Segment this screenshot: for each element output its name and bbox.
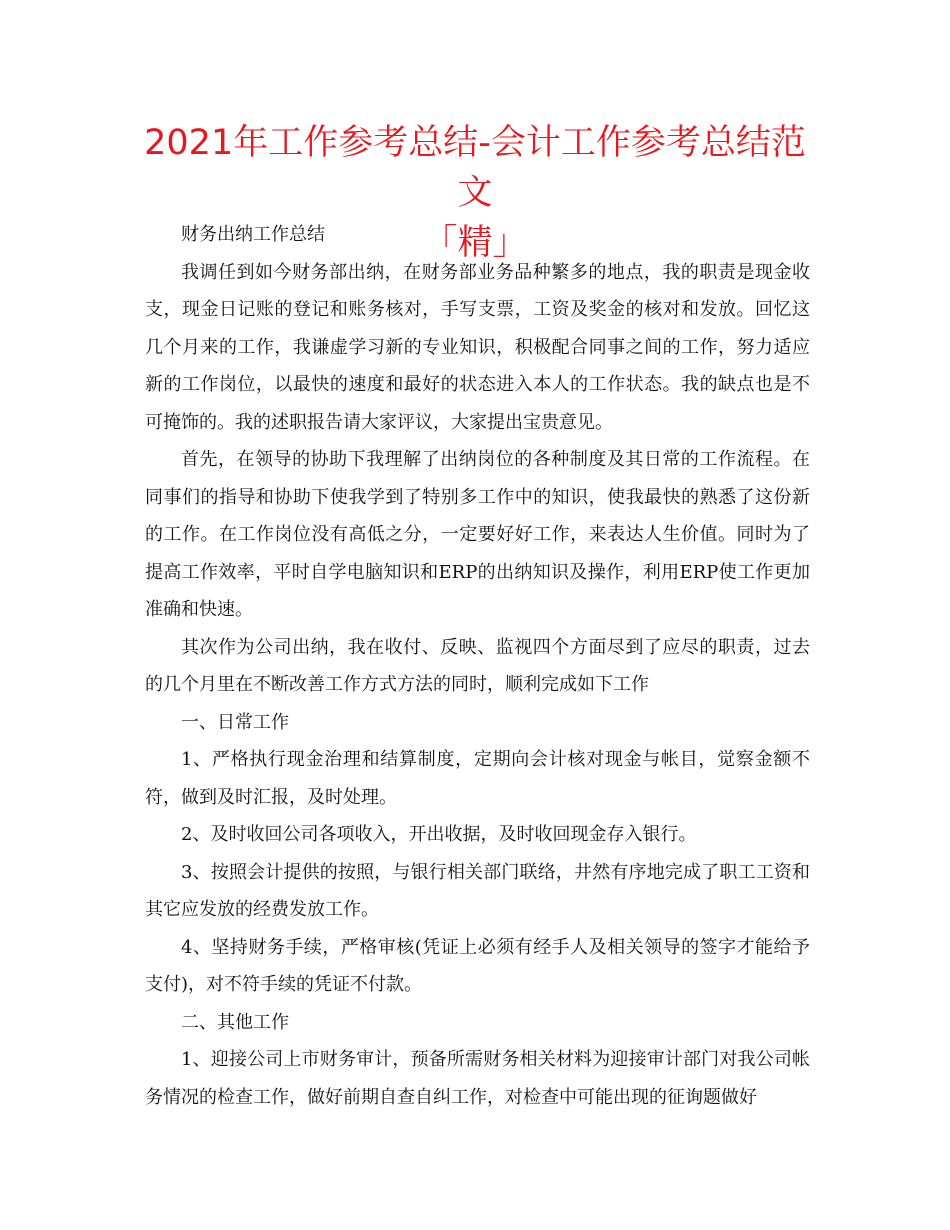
document-title-line-1: 2021年工作参考总结-会计工作参考总结范文 (144, 123, 806, 213)
section-heading: 财务出纳工作总结 (181, 224, 325, 245)
list-item: 1、严格执行现金治理和结算制度，定期向会计核对现金与帐目，觉察金额不符，做到及时汇报，及时处理。 (145, 749, 810, 808)
document-body (145, 216, 810, 1116)
paragraph: 其次作为公司出纳，我在收付、反映、监视四个方面尽到了应尽的职责，过去的几个月里在不断改善工作方式方法的同时，顺利完成如下工作 (145, 636, 810, 695)
paragraph: 我调任到如今财务部出纳，在财务部业务品种繁多的地点，我的职责是现金收支，现金日记账的登记和账务核对，手写支票，工资及奖金的核对和发放。回忆这几个月来的工作，我谦虚学习新的专业知识，积极配合同事之间的工作，努力适应新的工作岗位，以最快的速度和最好的状态进入本人的工作状态。我的缺点也是不可掩饰的。我的述职报告请大家评议，大家提出宝贵意见。 (145, 261, 810, 433)
document-title-line-2: 「精」 (422, 223, 528, 263)
list-item: 2、及时收回公司各项收入，开出收据，及时收回现金存入银行。 (181, 824, 697, 845)
list-item: 3、按照会计提供的按照，与银行相关部门联络，井然有序地完成了职工工资和其它应发放的经费发放工作。 (145, 861, 810, 920)
section-heading: 一、日常工作 (181, 711, 289, 733)
list-item: 4、坚持财务手续，严格审核(凭证上必须有经手人及相关领导的签字才能给予支付)，对不符手续的凭证不付款。 (145, 936, 810, 995)
paragraph: 首先，在领导的协助下我理解了出纳岗位的各种制度及其日常的工作流程。在同事们的指导和协助下使我学到了特别多工作中的知识，使我最快的熟悉了这份新的工作。在工作岗位没有高低之分，一定要好好工作，来表达人生价值。同时为了提高工作效率，平时自学电脑知识和ERP的出纳知识及操作，利用ERP使工作更加准确和快速。 (145, 449, 810, 620)
list-item: 1、迎接公司上市财务审计，预备所需财务相关材料为迎接审计部门对我公司帐务情况的检查工作，做好前期自查自纠工作，对检查中可能出现的征询题做好 (145, 1049, 810, 1108)
section-heading: 二、其他工作 (181, 1011, 289, 1033)
